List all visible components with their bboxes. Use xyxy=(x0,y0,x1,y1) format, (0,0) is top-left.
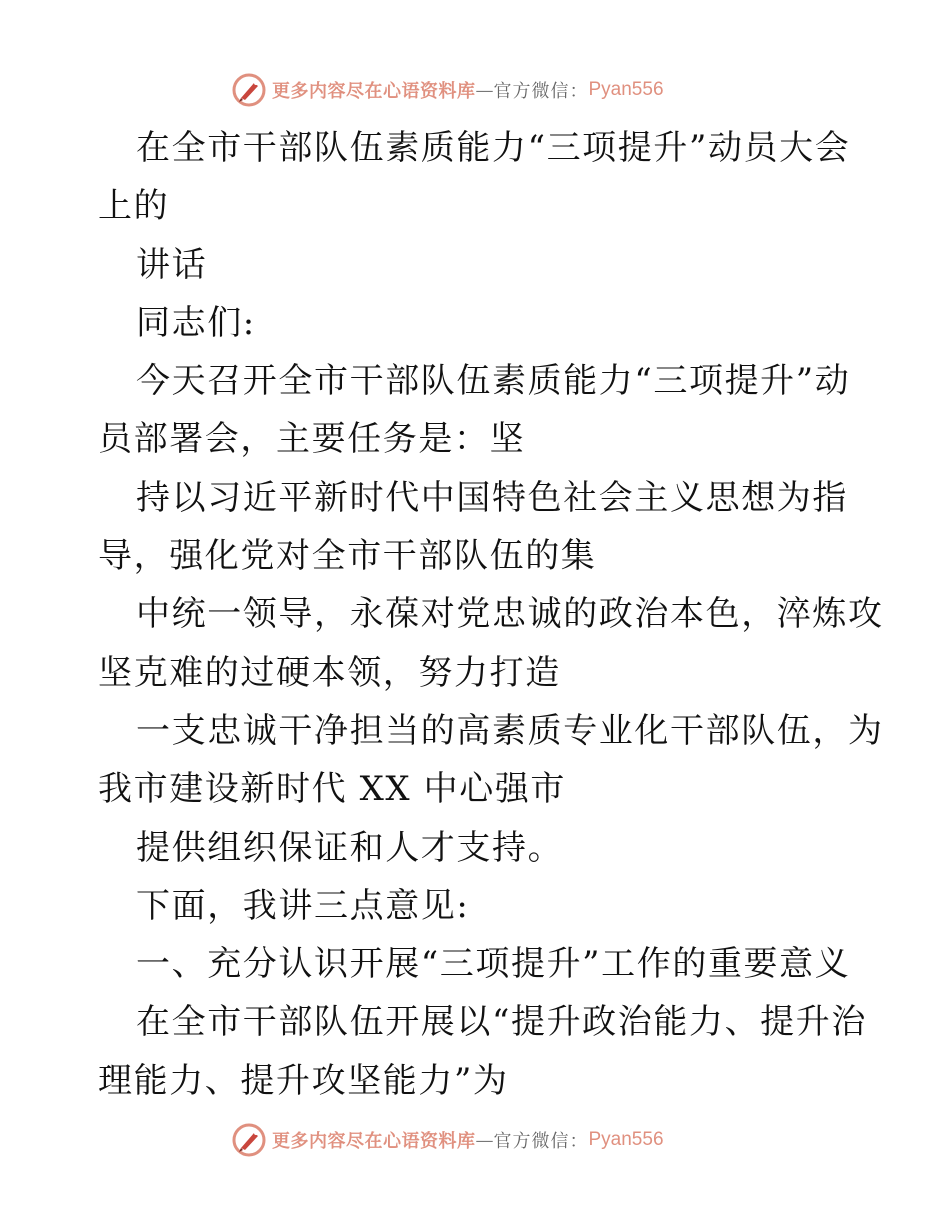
banner-title: 更多内容尽在心语资料库 xyxy=(272,1131,476,1152)
footer-banner xyxy=(232,1122,664,1158)
paragraph-line: 理能力、提升攻坚能力”为 xyxy=(98,1060,509,1101)
title-line-1: 在全市干部队伍素质能力“三项提升”动员大会 xyxy=(136,128,851,168)
paragraph-line: 中统一领导，永葆对党忠诚的政治本色，淬炼攻 xyxy=(136,594,884,635)
salutation: 同志们: xyxy=(136,302,256,343)
paragraph-line: 在全市干部队伍开展以“提升政治能力、提升治 xyxy=(136,1002,867,1043)
header-banner xyxy=(232,72,664,108)
title-line-2: 上的 xyxy=(98,186,170,227)
section-heading: 一、充分认识开展“三项提升”工作的重要意义 xyxy=(136,944,851,985)
paragraph-line: 导，强化党对全市干部队伍的集 xyxy=(98,536,597,577)
pen-logo-icon xyxy=(232,1123,266,1157)
paragraph-line: 下面，我讲三点意见: xyxy=(136,885,470,926)
paragraph-line: 今天召开全市干部队伍素质能力“三项提升”动 xyxy=(136,361,851,402)
title-line-3: 讲话 xyxy=(136,244,208,285)
paragraph-line: 我市建设新时代 XX 中心强市 xyxy=(98,769,567,810)
paragraph-line: 一支忠诚干净担当的高素质专业化干部队伍，为 xyxy=(136,710,884,751)
pen-logo-icon xyxy=(232,73,266,107)
paragraph-line: 提供组织保证和人才支持。 xyxy=(136,827,564,868)
banner-wechat-id: Pyan556 xyxy=(588,79,664,100)
paragraph-line: 坚克难的过硬本领，努力打造 xyxy=(98,652,561,693)
banner-title: 更多内容尽在心语资料库 xyxy=(272,81,476,102)
banner-wechat-label: 官方微信： xyxy=(493,81,589,102)
paragraph-line: 员部署会，主要任务是：坚 xyxy=(98,419,526,460)
banner-wechat-id: Pyan556 xyxy=(588,1129,664,1150)
banner-wechat-label: 官方微信： xyxy=(493,1131,589,1152)
banner-dash: — xyxy=(475,79,494,101)
banner-dash: — xyxy=(475,1129,494,1151)
speech-body xyxy=(98,119,884,1110)
paragraph-line: 持以习近平新时代中国特色社会主义思想为指 xyxy=(136,477,848,518)
